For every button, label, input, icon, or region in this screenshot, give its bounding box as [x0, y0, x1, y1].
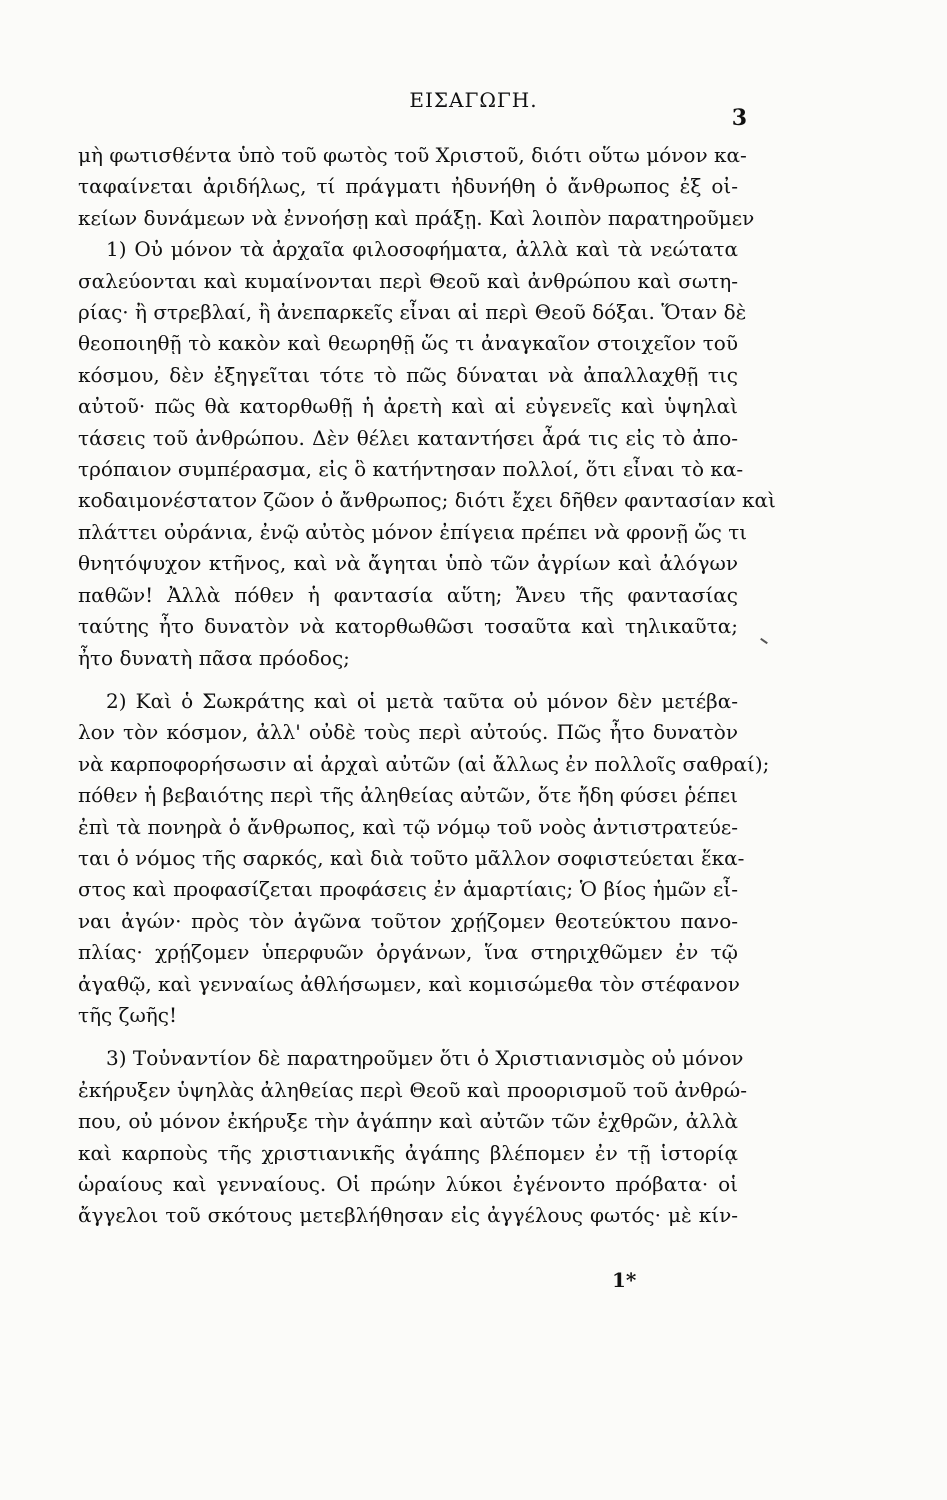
text-line: ἐπὶ τὰ πονηρὰ ὁ ἄνθρωπος, καὶ τῷ νόμῳ τοῦ νοὸς ἀντιστρατεύε- — [78, 814, 738, 839]
page-number: 3 — [731, 105, 747, 131]
text-line: τρόπαιον συμπέρασμα, εἰς ὃ κατήντησαν πολλοί, ὅτι εἶναι τὸ κα- — [78, 457, 744, 482]
text-line: ἦτο δυνατὴ πᾶσα πρόοδος; — [78, 645, 350, 670]
text-line: 1) Οὐ μόνον τὰ ἀρχαῖα φιλοσοφήματα, ἀλλὰ καὶ τὰ νεώτατα — [106, 237, 738, 262]
text-line: στος καὶ προφασίζεται προφάσεις ἐν ἁμαρτίαις; Ὁ βίος ἡμῶν εἶ- — [78, 877, 738, 902]
text-line: λον τὸν κόσμον, ἀλλ' οὐδὲ τοὺς περὶ αὐτούς. Πῶς ἦτο δυνατὸν — [78, 720, 738, 745]
text-line: πόθεν ἡ βεβαιότης περὶ τῆς ἀληθείας αὐτῶν, ὅτε ἤδη φύσει ῥέπει — [78, 783, 738, 808]
text-line: 3) Τοὐναντίον δὲ παρατηροῦμεν ὅτι ὁ Χριστιανισμὸς οὐ μόνον — [106, 1046, 744, 1071]
text-line: ἄγγελοι τοῦ σκότους μετεβλήθησαν εἰς ἀγγέλους φωτός· μὲ κίν- — [78, 1203, 738, 1228]
signature-mark: 1* — [612, 1268, 637, 1292]
text-line: ναι ἀγών· πρὸς τὸν ἀγῶνα τοῦτον χρῄζομεν θεοτεύκτου πανο- — [78, 908, 738, 933]
text-line: ὡραίους καὶ γενναίους. Οἱ πρώην λύκοι ἐγένοντο πρόβατα· οἱ — [78, 1172, 738, 1196]
text-line: 2) Καὶ ὁ Σωκράτης καὶ οἱ μετὰ ταῦτα οὐ μόνον δὲν μετέβα- — [106, 688, 738, 713]
text-line: ται ὁ νόμος τῆς σαρκός, καὶ διὰ τοῦτο μᾶλλον σοφιστεύεται ἕκα- — [78, 845, 745, 870]
text-line: νὰ καρποφορήσωσιν αἱ ἀρχαὶ αὐτῶν (αἱ ἄλλως ἐν πολλοῖς σαθραί); — [78, 751, 770, 776]
body-text — [78, 140, 776, 1232]
text-line: τάσεις τοῦ ἀνθρώπου. Δὲν θέλει καταντήσει ἆρά τις εἰς τὸ ἀπο- — [78, 425, 738, 450]
text-line: ταφαίνεται ἀριδήλως, τί πράγματι ἠδυνήθη ὁ ἄνθρωπος ἐξ οἰ- — [78, 174, 738, 199]
text-line: κοδαιμονέστατον ζῶον ὁ ἄνθρωπος; διότι ἔχει δῆθεν φαντασίαν καὶ — [78, 488, 776, 513]
text-line: μὴ φωτισθέντα ὑπὸ τοῦ φωτὸς τοῦ Χριστοῦ, διότι οὕτω μόνον κα- — [78, 143, 747, 167]
text-line: πλάττει οὐράνια, ἐνῷ αὐτὸς μόνον ἐπίγεια πρέπει νὰ φρονῇ ὥς τι — [78, 519, 748, 544]
text-line: που, οὐ μόνον ἐκήρυξε τὴν ἀγάπην καὶ αὐτῶν τῶν ἐχθρῶν, ἀλλὰ — [78, 1109, 738, 1134]
text-line: καὶ καρποὺς τῆς χριστιανικῆς ἀγάπης βλέπομεν ἐν τῇ ἱστορίᾳ — [78, 1140, 738, 1165]
text-line: ἀγαθῷ, καὶ γενναίως ἀθλήσωμεν, καὶ κομισώμεθα τὸν στέφανον — [78, 971, 740, 996]
text-line: θεοποιηθῇ τὸ κακὸν καὶ θεωρηθῇ ὥς τι ἀναγκαῖον στοιχεῖον τοῦ — [78, 331, 738, 356]
text-line: πλίας· χρῄζομεν ὑπερφυῶν ὀργάνων, ἵνα στηριχθῶμεν ἐν τῷ — [78, 940, 738, 965]
text-line: ταύτης ἦτο δυνατὸν νὰ κατορθωθῶσι τοσαῦτα καὶ τηλικαῦτα; — [78, 614, 738, 639]
text-line: κόσμου, δὲν ἐξηγεῖται τότε τὸ πῶς δύναται νὰ ἀπαλλαχθῇ τις — [78, 362, 738, 387]
margin-mark — [760, 638, 768, 644]
text-line: ἐκήρυξεν ὑψηλὰς ἀληθείας περὶ Θεοῦ καὶ προορισμοῦ τοῦ ἀνθρώ- — [78, 1077, 747, 1102]
text-line: θνητόψυχον κτῆνος, καὶ νὰ ἄγηται ὑπὸ τῶν ἀγρίων καὶ ἀλόγων — [78, 551, 738, 576]
text-line: ρίας· ἢ στρεβλαί, ἢ ἀνεπαρκεῖς εἶναι αἱ περὶ Θεοῦ δόξαι. Ὅταν δὲ — [78, 300, 747, 325]
text-line: κείων δυνάμεων νὰ ἐννοήσῃ καὶ πράξῃ. Καὶ λοιπὸν παρατηροῦμεν — [78, 205, 755, 230]
text-line: τῆς ζωῆς! — [78, 1002, 177, 1027]
text-line: σαλεύονται καὶ κυμαίνονται περὶ Θεοῦ καὶ ἀνθρώπου καὶ σωτη- — [78, 268, 738, 293]
text-line: παθῶν! Ἀλλὰ πόθεν ἡ φαντασία αὕτη; Ἄνευ τῆς φαντασίας — [78, 582, 738, 607]
text-line: αὐτοῦ· πῶς θὰ κατορθωθῇ ἡ ἀρετὴ καὶ αἱ εὐγενεῖς καὶ ὑψηλαὶ — [78, 394, 738, 419]
running-head: ΕΙΣΑΓΩΓΗ. — [409, 88, 538, 112]
